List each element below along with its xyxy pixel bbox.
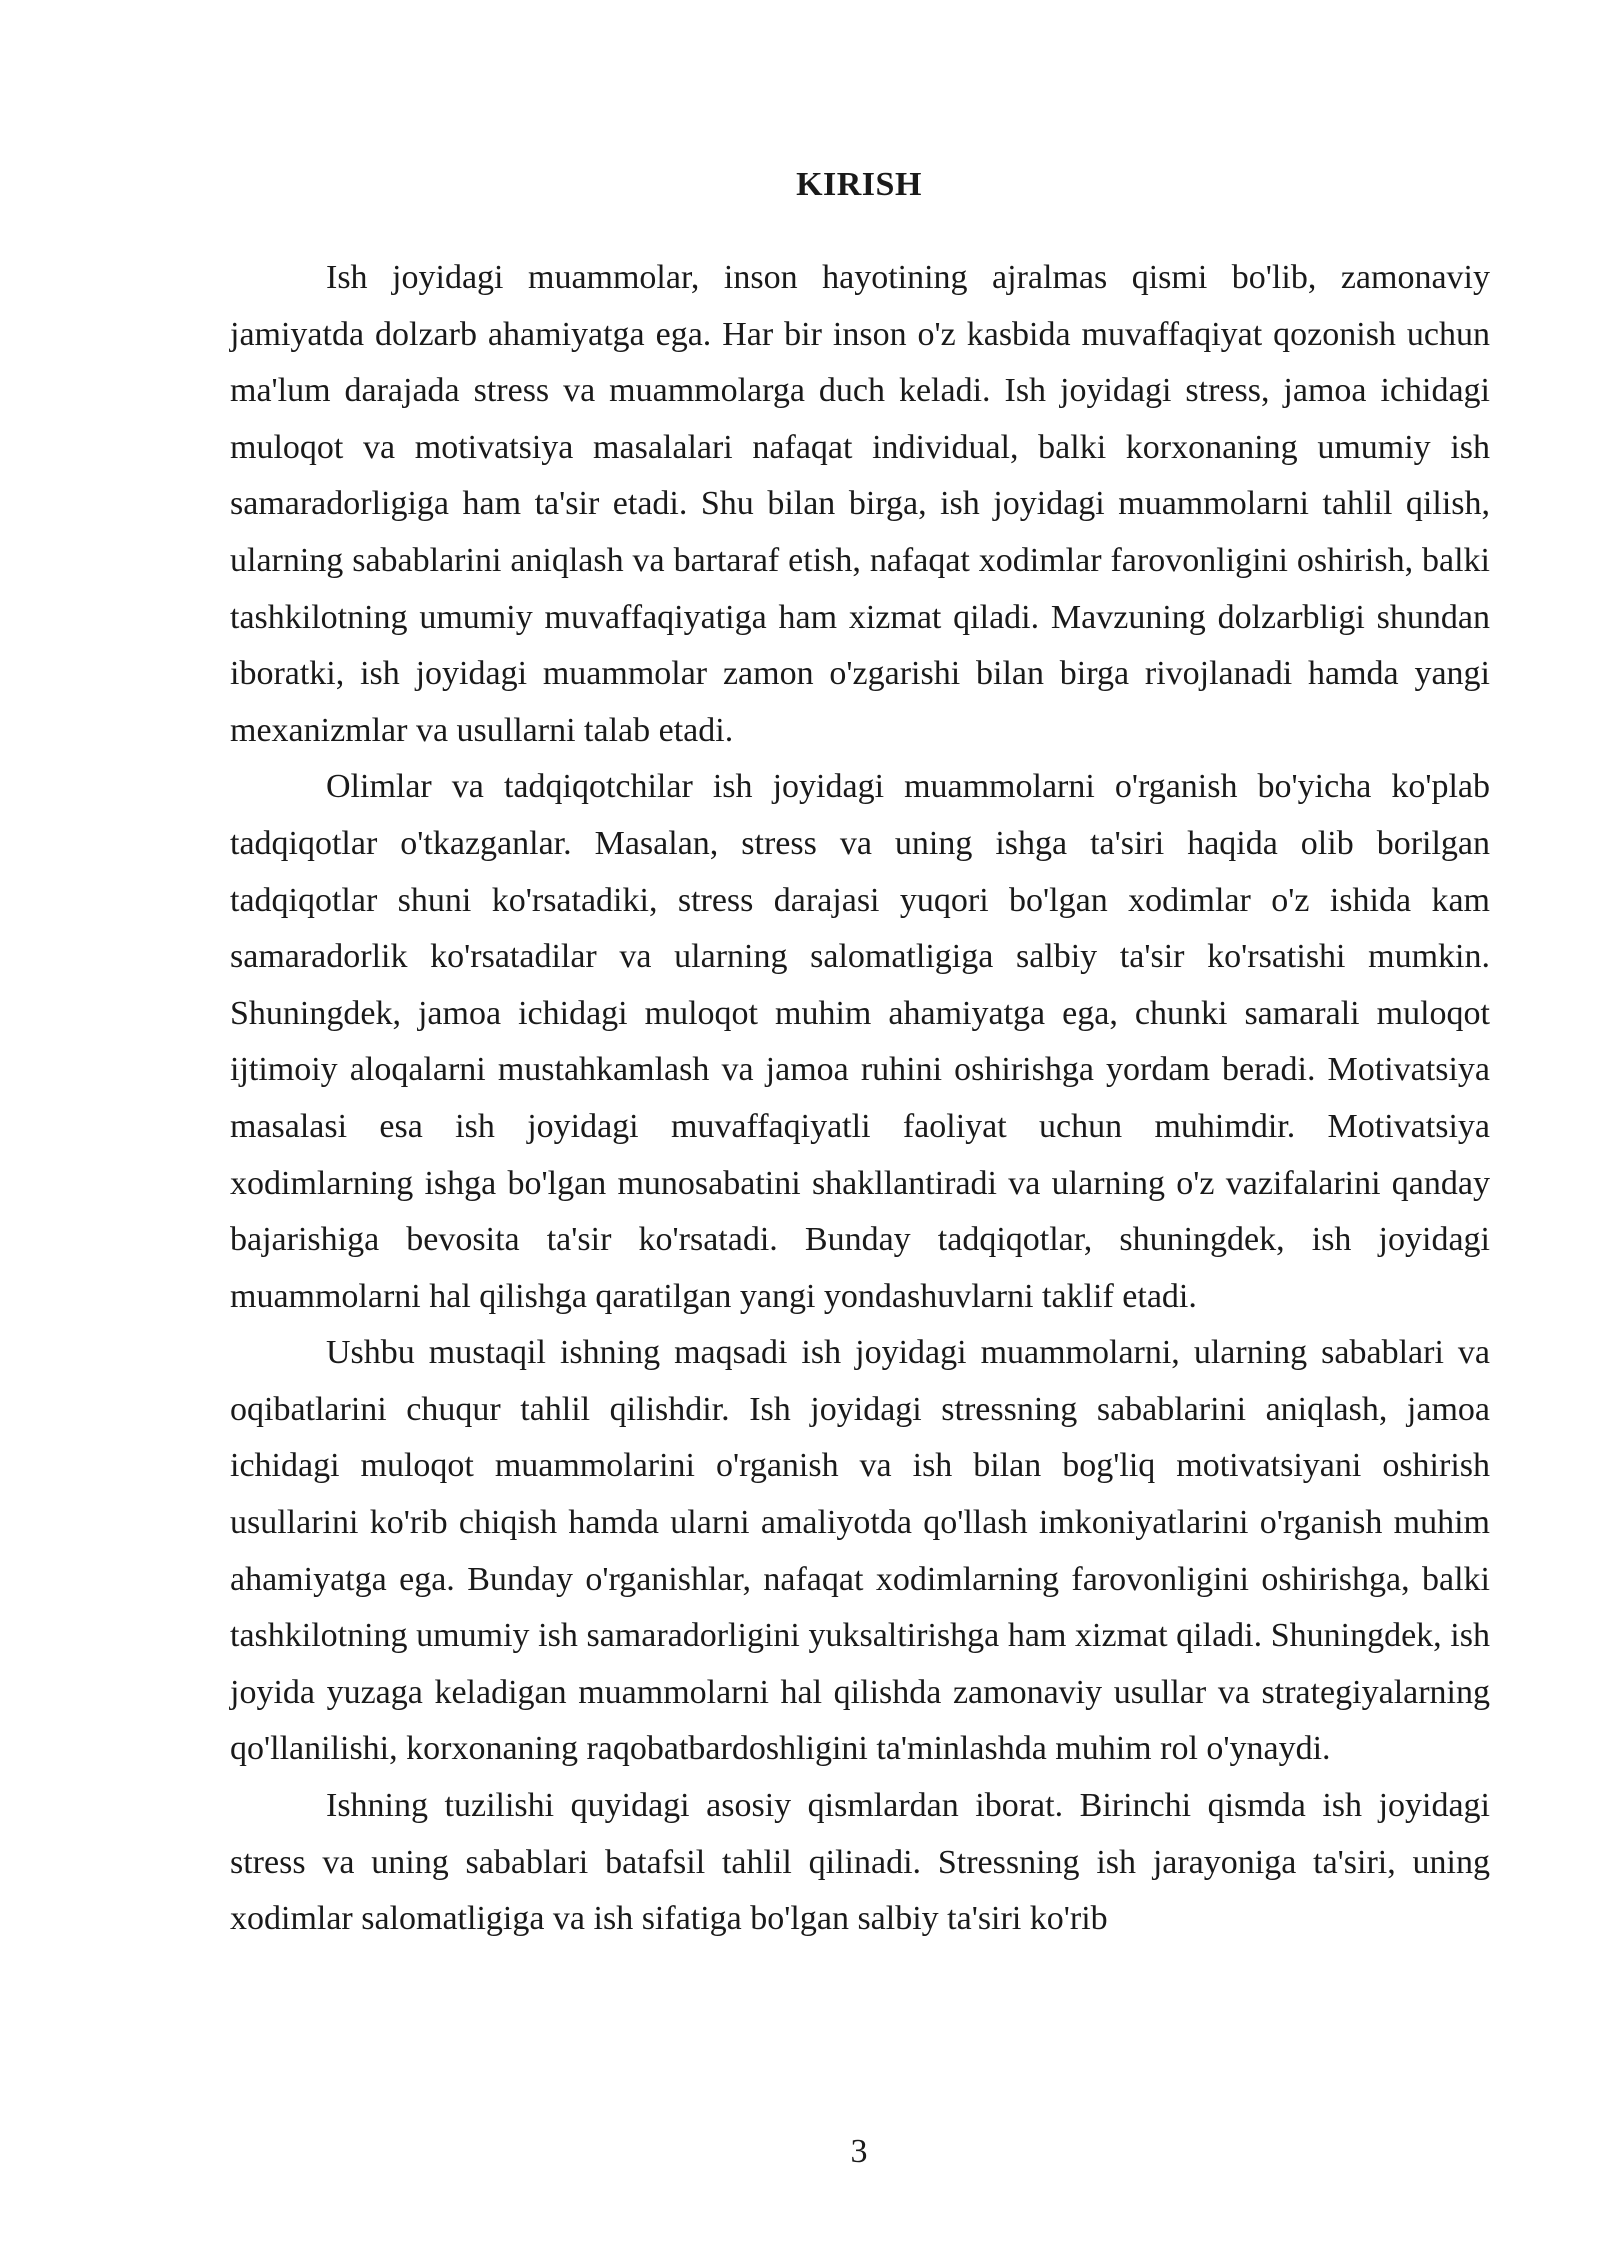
page-title: KIRISH [796,166,922,203]
paragraph-introduction: Ish joyidagi muammolar, inson hayotining ajralmas qismi bo'lib, zamonaviy jamiyatda dolzarb ahamiyatga ega. Har bir inson o'z kasbida muvaffaqiyat qozonish uchun ma'lum darajada stress va muammolarga duch keladi. Ish joyidagi stress, jamoa ichidagi muloqot va motivatsiya masalalari nafaqat individual, balki korxonaning umumiy ish samaradorligiga ham ta'sir etadi. Shu bilan birga, ish joyidagi muammolarni tahlil qilish, ularning sabablarini aniqlash va bartaraf etish, nafaqat xodimlar farovonligini oshirish, balki tashkilotning umumiy muvaffaqiyatiga ham xizmat qiladi. Mavzuning dolzarbligi shundan iboratki, ish joyidagi muammolar zamon o'zgarishi bilan birga rivojlanadi hamda yangi mexanizmlar va usullarni talab etadi. [230,259,1490,749]
paragraph-research: Olimlar va tadqiqotchilar ish joyidagi muammolarni o'rganish bo'yicha ko'plab tadqiqotlar o'tkazganlar. Masalan, stress va uning ishga ta'siri haqida olib borilgan tadqiqotlar shuni ko'rsatadiki, stress darajasi yuqori bo'lgan xodimlar o'z ishida kam samaradorlik ko'rsatadilar va ularning salomatligiga salbiy ta'sir ko'rsatishi mumkin. Shuningdek, jamoa ichidagi muloqot muhim ahamiyatga ega, chunki samarali muloqot ijtimoiy aloqalarni mustahkamlash va jamoa ruhini oshirishga yordam beradi. Motivatsiya masalasi esa ish joyidagi muvaffaqiyatli faoliyat uchun muhimdir. Motivatsiya xodimlarning ishga bo'lgan munosabatini shakllantiradi va ularning o'z vazifalarini qanday bajarishiga bevosita ta'sir ko'rsatadi. Bunday tadqiqotlar, shuningdek, ish joyidagi muammolarni hal qilishga qaratilgan yangi yondashuvlarni taklif etadi. [230,768,1490,1315]
page-number: 3 [850,2133,868,2170]
body-text [230,250,1490,1948]
paragraph-structure: Ishning tuzilishi quyidagi asosiy qismlardan iborat. Birinchi qismda ish joyidagi stress va uning sabablari batafsil tahlil qilinadi. Stressning ish jarayoniga ta'siri, uning xodimlar salomatligiga va ish sifatiga bo'lgan salbiy ta'siri ko'rib [230,1787,1490,1938]
paragraph-goal: Ushbu mustaqil ishning maqsadi ish joyidagi muammolarni, ularning sabablari va oqibatlarini chuqur tahlil qilishdir. Ish joyidagi stressning sabablarini aniqlash, jamoa ichidagi muloqot muammolarini o'rganish va ish bilan bog'liq motivatsiyani oshirish usullarini ko'rib chiqish hamda ularni amaliyotda qo'llash imkoniyatlarini o'rganish muhim ahamiyatga ega. Bunday o'rganishlar, nafaqat xodimlarning farovonligini oshirishga, balki tashkilotning umumiy ish samaradorligini yuksaltirishga ham xizmat qiladi. Shuningdek, ish joyida yuzaga keladigan muammolarni hal qilishda zamonaviy usullar va strategiyalarning qo'llanilishi, korxonaning raqobatbardoshligini ta'minlashda muhim rol o'ynaydi. [230,1334,1490,1768]
